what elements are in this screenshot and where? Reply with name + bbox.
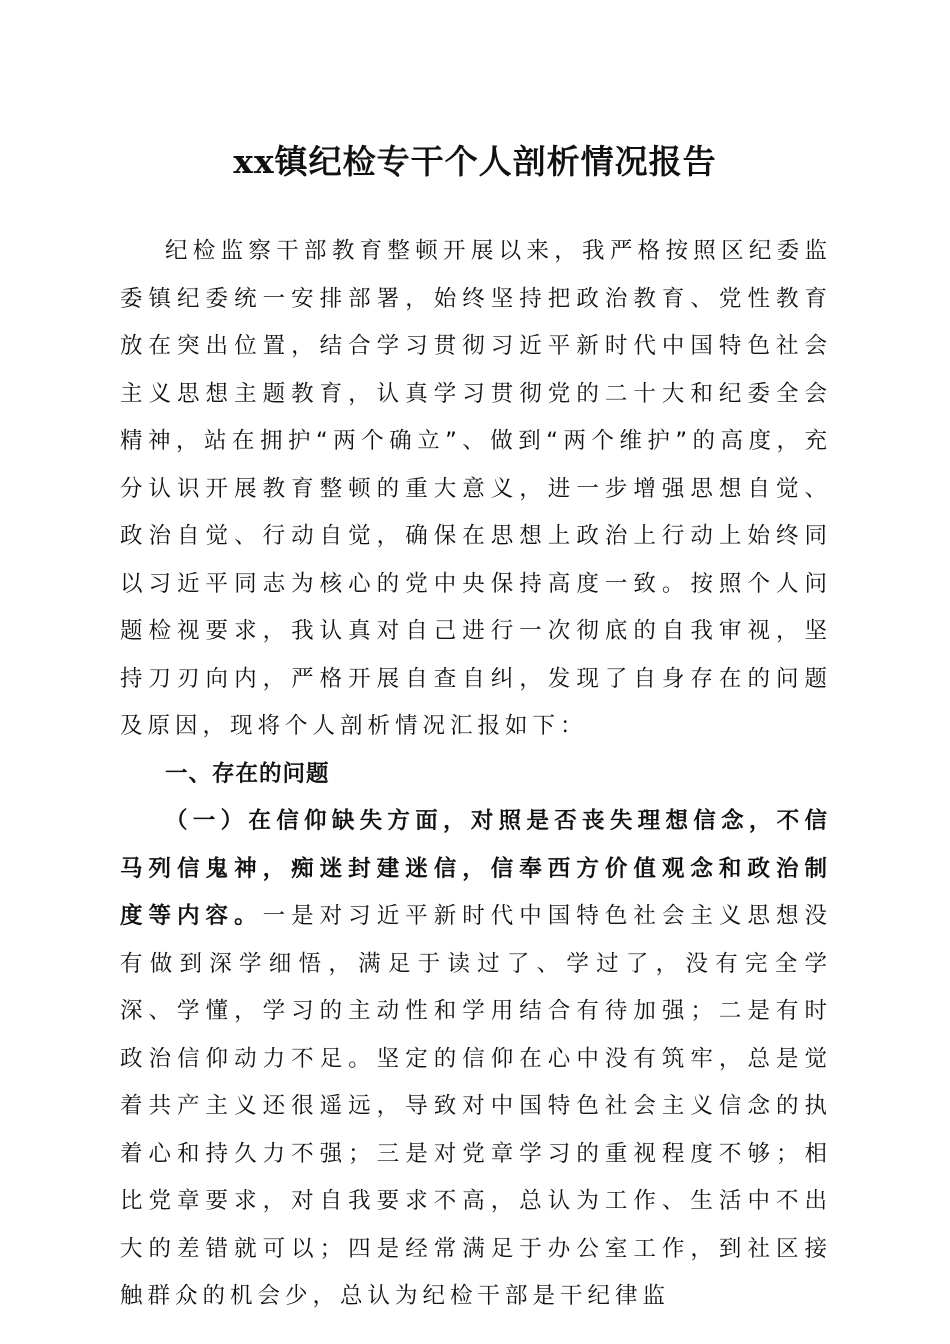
subsection-body: 一是对习近平新时代中国特色社会主义思想没有做到深学细悟，满足于读过了、学过了，没有完全学深、学懂，学习的主动性和学用结合有待加强；二是有时政治信仰动力不足。坚定的信仰在心中没有筑牢，总是觉着共产主义还很遥远，导致对中国特色社会主义信念的执着心和持久力不强；三是对党章学习的重视程度不够；相比党章要求，对自我要求不高，总认为工作、生活中不出大的差错就可以；四是经常满足于办公室工作，到社区接触群众的机会少，总认为纪检干部是干纪律监 xyxy=(120,903,832,1309)
subsection-lead: （一）在信仰缺失方面，对照是否丧失理想信念，不信马列信鬼神，痴迷封建迷信，信奉西方价值观念和政治制度等内容。 xyxy=(120,808,832,929)
document-body xyxy=(120,228,832,1321)
section-heading: 一、存在的问题 xyxy=(165,760,330,787)
document-title: xx镇纪检专干个人剖析情况报告 xyxy=(233,142,717,181)
subsection-paragraph xyxy=(120,798,832,1321)
intro-paragraph: 纪检监察干部教育整顿开展以来，我严格按照区纪委监委镇纪委统一安排部署，始终坚持把政治教育、党性教育放在突出位置，结合学习贯彻习近平新时代中国特色社会主义思想主题教育，认真学习贯彻党的二十大和纪委全会精神，站在拥护“两个确立”、做到“两个维护”的高度，充分认识开展教育整顿的重大意义，进一步增强思想自觉、政治自觉、行动自觉，确保在思想上政治上行动上始终同以习近平同志为核心的党中央保持高度一致。按照个人问题检视要求，我认真对自己进行一次彻底的自我审视，坚持刀刃向内，严格开展自查自纠，发现了自身存在的问题及原因，现将个人剖析情况汇报如下： xyxy=(120,238,832,739)
